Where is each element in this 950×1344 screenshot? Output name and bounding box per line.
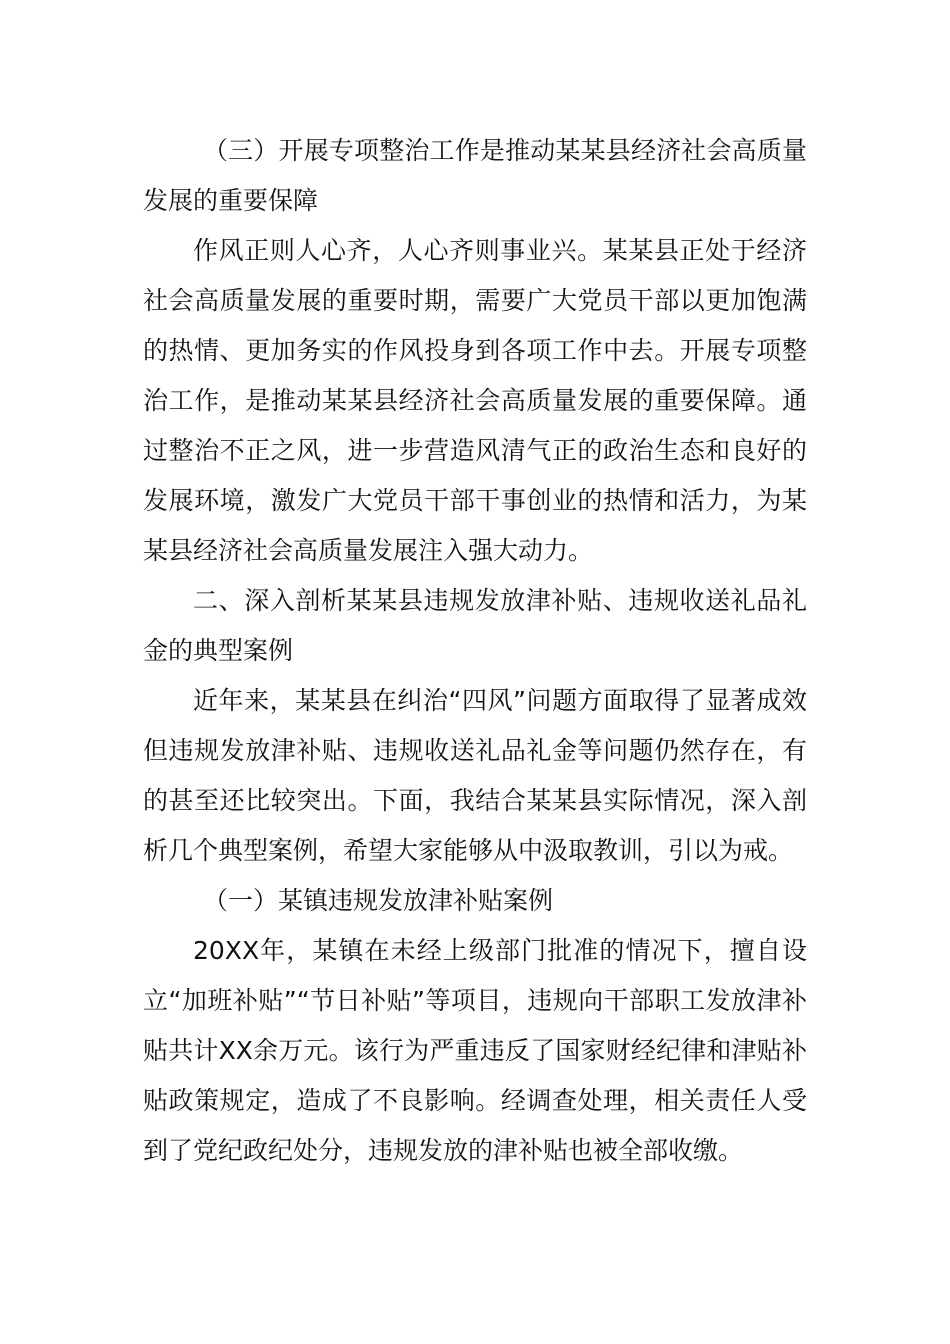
section-heading-two: 二、深入剖析某某县违规发放津补贴、违规收送礼品礼金的典型案例 (143, 586, 807, 665)
document-page (143, 126, 807, 1176)
body-paragraph-cases-intro: 近年来，某某县在纠治“四风”问题方面取得了显著成效但违规发放津补贴、违规收送礼品礼金等问题仍然存在，有的甚至还比较突出。下面，我结合某某县实际情况，深入剖析几个典型案例，希望大家能够从中汲取教训，引以为戒。 (143, 686, 807, 865)
body-paragraph-case-one: 20XX年，某镇在未经上级部门批准的情况下，擅自设立“加班补贴”“节日补贴”等项目，违规向干部职工发放津补贴共计XX余万元。该行为严重违反了国家财经纪律和津贴补贴政策规定，造成了不良影响。经调查处理，相关责任人受到了党纪政纪处分，违规发放的津补贴也被全部收缴。 (143, 936, 807, 1165)
body-paragraph-style: 作风正则人心齐，人心齐则事业兴。某某县正处于经济社会高质量发展的重要时期，需要广大党员干部以更加饱满的热情、更加务实的作风投身到各项工作中去。开展专项整治工作，是推动某某县经济社会高质量发展的重要保障。通过整治不正之风，进一步营造风清气正的政治生态和良好的发展环境，激发广大党员干部干事创业的热情和活力，为某某县经济社会高质量发展注入强大动力。 (143, 236, 807, 565)
subheading-three: （三）开展专项整治工作是推动某某县经济社会高质量发展的重要保障 (143, 136, 807, 215)
subheading-one: （一）某镇违规发放津补贴案例 (203, 886, 554, 915)
